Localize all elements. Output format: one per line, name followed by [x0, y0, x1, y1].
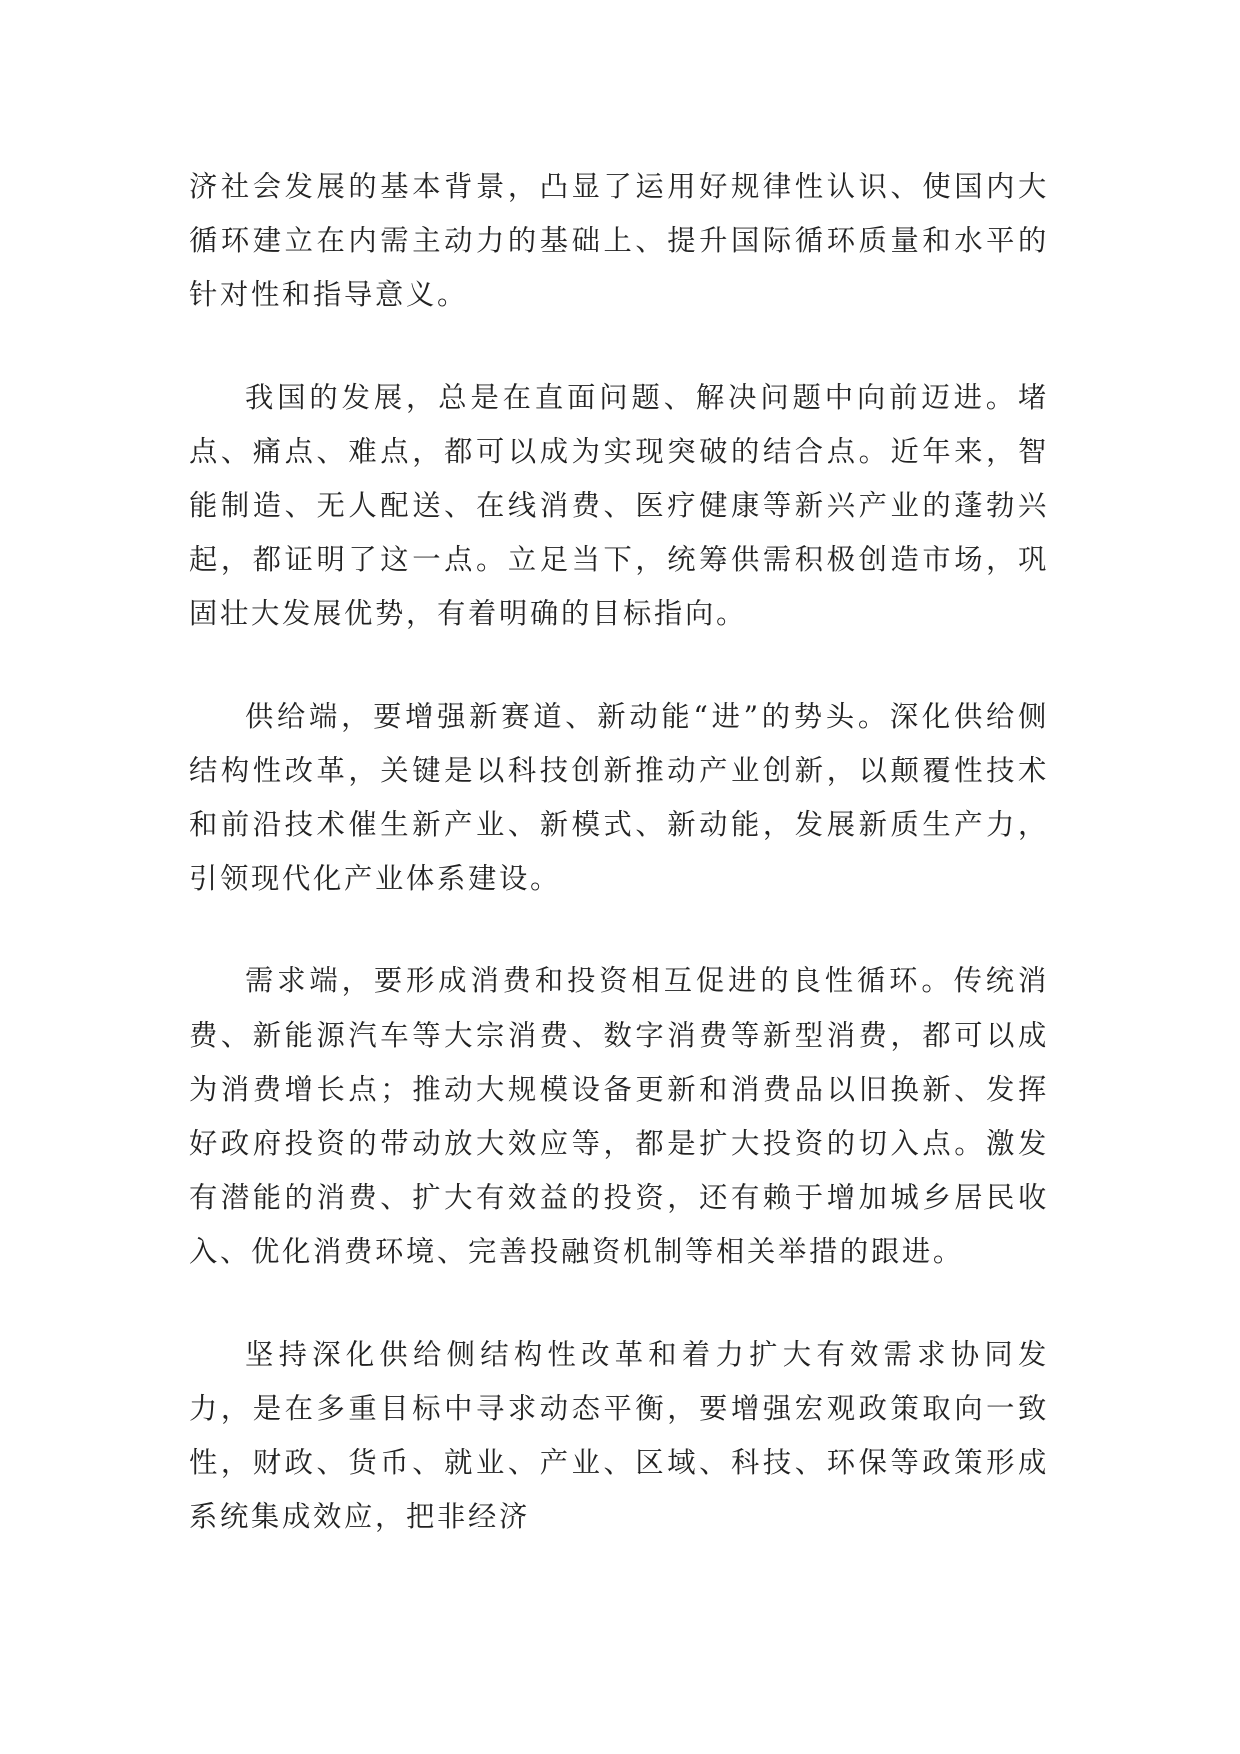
paragraph-3: 供给端，要增强新赛道、新动能“进”的势头。深化供给侧结构性改革，关键是以科技创新推动产业创新，以颠覆性技术和前沿技术催生新产业、新模式、新动能，发展新质生产力，引领现代化产业体系建设。 — [189, 699, 1049, 896]
paragraph-1: 济社会发展的基本背景，凸显了运用好规律性认识、使国内大循环建立在内需主动力的基础上、提升国际循环质量和水平的针对性和指导意义。 — [189, 170, 1049, 312]
paragraph-5: 坚持深化供给侧结构性改革和着力扩大有效需求协同发力，是在多重目标中寻求动态平衡，要增强宏观政策取向一致性，财政、货币、就业、产业、区域、科技、环保等政策形成系统集成效应，把非经济 — [189, 1337, 1049, 1534]
paragraph-2: 我国的发展，总是在直面问题、解决问题中向前迈进。堵点、痛点、难点，都可以成为实现突破的结合点。近年来，智能制造、无人配送、在线消费、医疗健康等新兴产业的蓬勃兴起，都证明了这一点。立足当下，统筹供需积极创造市场，巩固壮大发展优势，有着明确的目标指向。 — [189, 380, 1049, 631]
document-body — [189, 160, 1049, 1592]
paragraph-4: 需求端，要形成消费和投资相互促进的良性循环。传统消费、新能源汽车等大宗消费、数字消费等新型消费，都可以成为消费增长点；推动大规模设备更新和消费品以旧换新、发挥好政府投资的带动放大效应等，都是扩大投资的切入点。激发有潜能的消费、扩大有效益的投资，还有赖于增加城乡居民收入、优化消费环境、完善投融资机制等相关举措的跟进。 — [189, 964, 1049, 1269]
